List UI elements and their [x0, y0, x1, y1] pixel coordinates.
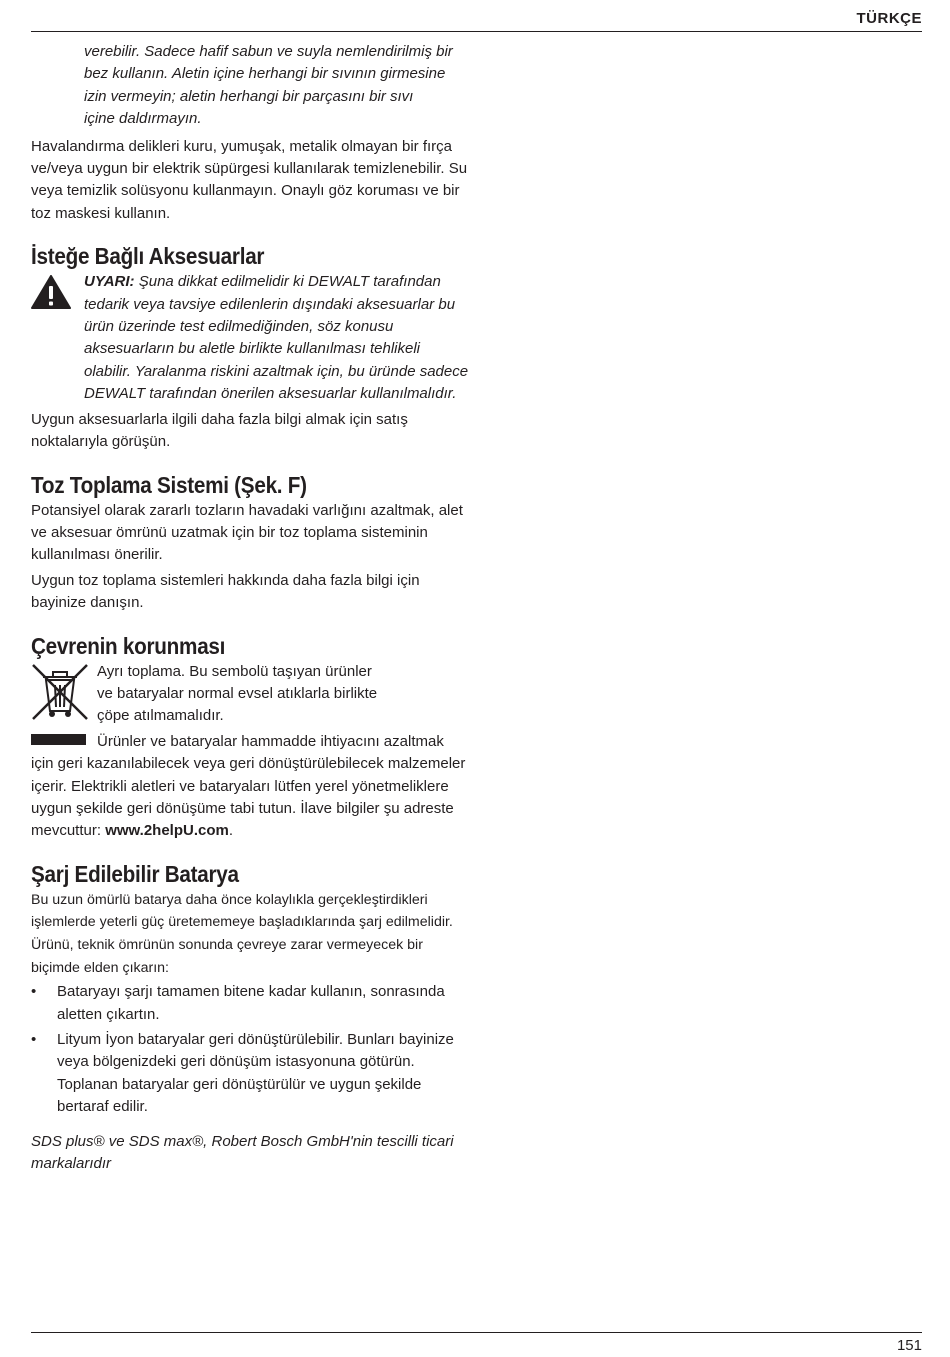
warning-triangle-icon	[31, 275, 71, 309]
separate-collection	[31, 661, 471, 728]
list-item	[31, 981, 471, 1026]
dust-paragraph-1: Potansiyel olarak zararlı tozların havadaki varlığını azaltmak, alet ve aksesuar ömrünü uzatmak için bir toz toplama sisteminin kullanılması önerilir.	[31, 501, 463, 564]
language-header: TÜRKÇE	[856, 10, 922, 27]
cleaning-line: verebilir. Sadece hafif sabun ve suyla nemlendirilmiş bir	[84, 43, 453, 60]
trademark-note: SDS plus® ve SDS max®, Robert Bosch GmbH'nin tescilli ticari markalarıdır	[31, 1132, 454, 1172]
separate-collection-line: çöpe atılmamalıdır.	[97, 707, 224, 725]
cleaning-continued-text	[31, 41, 471, 131]
recycle-rest: için geri kazanılabilecek veya geri dönüştürülebilecek malzemeler içerir. Elektrikli aletleri ve bataryaları lütfen yerel yönetmeliklere uygun şekilde geri dönüşüme tabi tutun. İlave bilgiler şu adreste mevcuttur:	[31, 755, 466, 840]
environment-heading: Çevrenin korunması	[31, 632, 226, 659]
content-column	[31, 41, 471, 1175]
website-suffix: .	[228, 822, 234, 840]
header-rule	[31, 31, 922, 32]
bullet-text: Lityum İyon bataryalar geri dönüştürülebilir. Bunları bayinize veya bölgenizdeki geri dönüşüm istasyonuna götürün. Toplanan bataryalar geri dönüştürülür ve uygun şekilde bertaraf edilir.	[57, 1030, 454, 1116]
bullet-text: Bataryayı şarjı tamamen bitene kadar kullanın, sonrasında aletten çıkartın.	[57, 983, 445, 1023]
crossed-out-wheelie-bin-icon	[31, 663, 89, 721]
separate-collection-line: Ayrı toplama. Bu sembolü taşıyan ürünler	[97, 662, 372, 680]
accessories-warning	[31, 271, 471, 405]
battery-intro: Bu uzun ömürlü batarya daha önce kolaylıkla gerçekleştirdikleri işlemlerde yeterli güç üretememeye başladıklarında şarj edilmelidir. Ürünü, teknik ömrünün sonunda çevreye zarar vermeyecek bir biçimde elden çıkarın:	[31, 891, 453, 976]
separate-collection-line: ve bataryalar normal evsel atıklarla birlikte	[97, 684, 378, 702]
vents-paragraph: Havalandırma delikleri kuru, yumuşak, metalik olmayan bir fırça ve/veya uygun bir elektrik süpürgesi kullanılarak temizlenebilir. Su veya temizlik solüsyonu kullanmayın. Onaylı göz koruması ve bir toz maskesi kullanın.	[31, 137, 468, 222]
recycle-first-line: Ürünler ve bataryalar hammadde ihtiyacını azaltmak	[97, 732, 444, 750]
rechargeable-battery-heading: Şarj Edilebilir Batarya	[31, 860, 239, 887]
optional-accessories-heading: İsteğe Bağlı Aksesuarlar	[31, 243, 265, 270]
battery-bullet-list	[31, 981, 471, 1118]
list-item	[31, 1029, 471, 1119]
page-number: 151	[896, 1337, 922, 1354]
footer-rule	[31, 1332, 922, 1333]
dust-extraction-heading: Toz Toplama Sistemi (Şek. F)	[31, 471, 307, 498]
black-bar-icon	[31, 734, 86, 745]
recycle-paragraph	[31, 731, 471, 843]
cleaning-line: içine daldırmayın.	[84, 110, 202, 128]
cleaning-line: bez kullanın. Aletin içine herhangi bir sıvının girmesine	[84, 65, 446, 83]
bullet-icon: •	[31, 1030, 37, 1048]
warning-text: Şuna dikkat edilmelidir ki DEWALT tarafından tedarik veya tavsiye edilenlerin dışındaki aksesuarlar bu ürün üzerinde test edilmediğinden, söz konusu aksesuarların bu aletle birlikte kullanılması tehlikeli olabilir. Yaralanma riskini azaltmak için, bu üründe sadece DEWALT tarafından önerilen aksesuarlar kullanılmalıdır.	[84, 273, 469, 403]
cleaning-line: izin vermeyin; aletin herhangi bir parçasını bir sıvı	[84, 87, 414, 105]
warning-label: UYARI:	[84, 273, 135, 291]
bullet-icon: •	[31, 983, 37, 1001]
dust-paragraph-2: Uygun toz toplama sistemleri hakkında daha fazla bilgi için bayinize danışın.	[31, 571, 420, 612]
accessories-info: Uygun aksesuarlarla ilgili daha fazla bilgi almak için satış noktalarıyla görüşün.	[31, 410, 408, 451]
website-link[interactable]: www.2helpU.com	[105, 822, 229, 840]
